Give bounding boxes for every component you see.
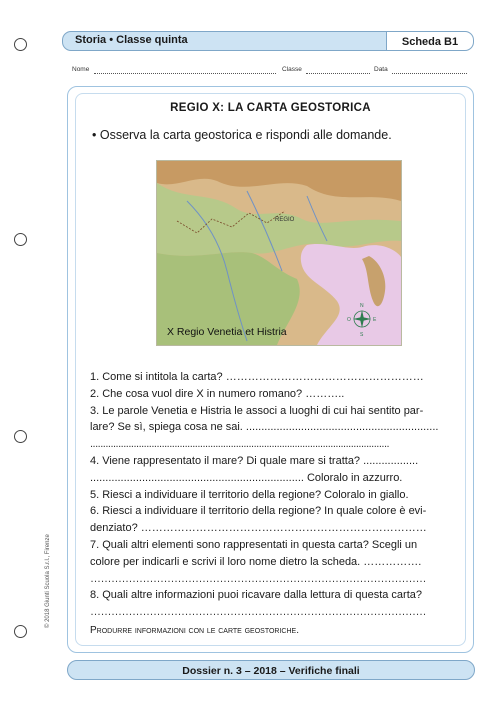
sheet-tab bbox=[386, 31, 474, 51]
compass-s: S bbox=[360, 332, 364, 338]
data-label: Data bbox=[374, 66, 388, 73]
page-footer bbox=[67, 660, 475, 680]
answer-line: …………………………………………………………………………………… bbox=[90, 606, 426, 619]
question-6-cont: denziato? …………………………………………………………………… bbox=[90, 522, 427, 535]
worksheet-frame bbox=[67, 86, 474, 653]
question-7: 7. Quali altri elementi sono rappresentati in questa carta? Scegli un bbox=[90, 538, 418, 551]
classe-label: Classe bbox=[282, 66, 302, 73]
nome-field[interactable] bbox=[94, 73, 276, 74]
question-3-cont: lare? Se sì, spiega cosa ne sai. ............................................................... bbox=[90, 421, 439, 434]
question-5: 5. Riesci a individuare il territorio della regione? Coloralo in giallo. bbox=[90, 488, 409, 501]
nome-label: Nome bbox=[72, 66, 90, 73]
geostoric-map bbox=[156, 160, 402, 346]
header-bar bbox=[62, 31, 389, 51]
map-illustration bbox=[157, 161, 401, 345]
copyright-text: © 2018 Giunti Scuola S.r.l., Firenze bbox=[45, 534, 51, 628]
question-2: 2. Che cosa vuol dire X in numero romano? ……….. bbox=[90, 387, 345, 400]
worksheet-title: REGIO X: LA CARTA GEOSTORICA bbox=[170, 102, 371, 114]
worksheet-inner bbox=[75, 93, 466, 646]
sheet-tab-label: Scheda B1 bbox=[401, 36, 459, 48]
binder-hole bbox=[14, 625, 27, 638]
worksheet-intro: • Osserva la carta geostorica e rispondi alle domande. bbox=[92, 128, 392, 142]
compass-o: O bbox=[347, 317, 351, 323]
question-1: 1. Come si intitola la carta? ……………………………………………… bbox=[90, 371, 424, 383]
map-caption: X Regio Venetia et Histria bbox=[167, 326, 287, 338]
objective-note: Produrre informazioni con le carte geostoriche. bbox=[90, 624, 299, 636]
header-title: Storia • Classe quinta bbox=[75, 34, 188, 46]
compass-n: N bbox=[360, 303, 364, 309]
binder-hole bbox=[14, 233, 27, 246]
binder-hole bbox=[14, 38, 27, 51]
question-6: 6. Riesci a individuare il territorio della regione? In quale colore è evi- bbox=[90, 505, 427, 518]
question-list bbox=[90, 369, 468, 640]
binder-hole bbox=[14, 430, 27, 443]
question-3: 3. Le parole Venetia e Histria le associ a luoghi di cui hai sentito par- bbox=[90, 404, 424, 417]
answer-line: ..................................................................................................................... bbox=[90, 438, 390, 451]
classe-field[interactable] bbox=[306, 73, 370, 74]
compass-e: E bbox=[373, 317, 377, 323]
answer-line: …………………………………………………………………………………… bbox=[90, 572, 426, 585]
page-header bbox=[62, 31, 474, 51]
data-field[interactable] bbox=[392, 73, 467, 74]
footer-text: Dossier n. 3 – 2018 – Verifiche finali bbox=[182, 665, 360, 677]
question-4-cont: ...................................................................... Coloralo in azzurro. bbox=[90, 471, 403, 484]
question-8: 8. Quali altre informazioni puoi ricavare dalla lettura di questa carta? bbox=[90, 589, 423, 602]
map-label: REGIO bbox=[275, 217, 295, 223]
question-4: 4. Viene rappresentato il mare? Di quale mare si tratta? .................. bbox=[90, 454, 419, 467]
question-7-cont: colore per indicarli e scrivi il loro nome dietro la scheda. ……………. bbox=[90, 555, 422, 568]
